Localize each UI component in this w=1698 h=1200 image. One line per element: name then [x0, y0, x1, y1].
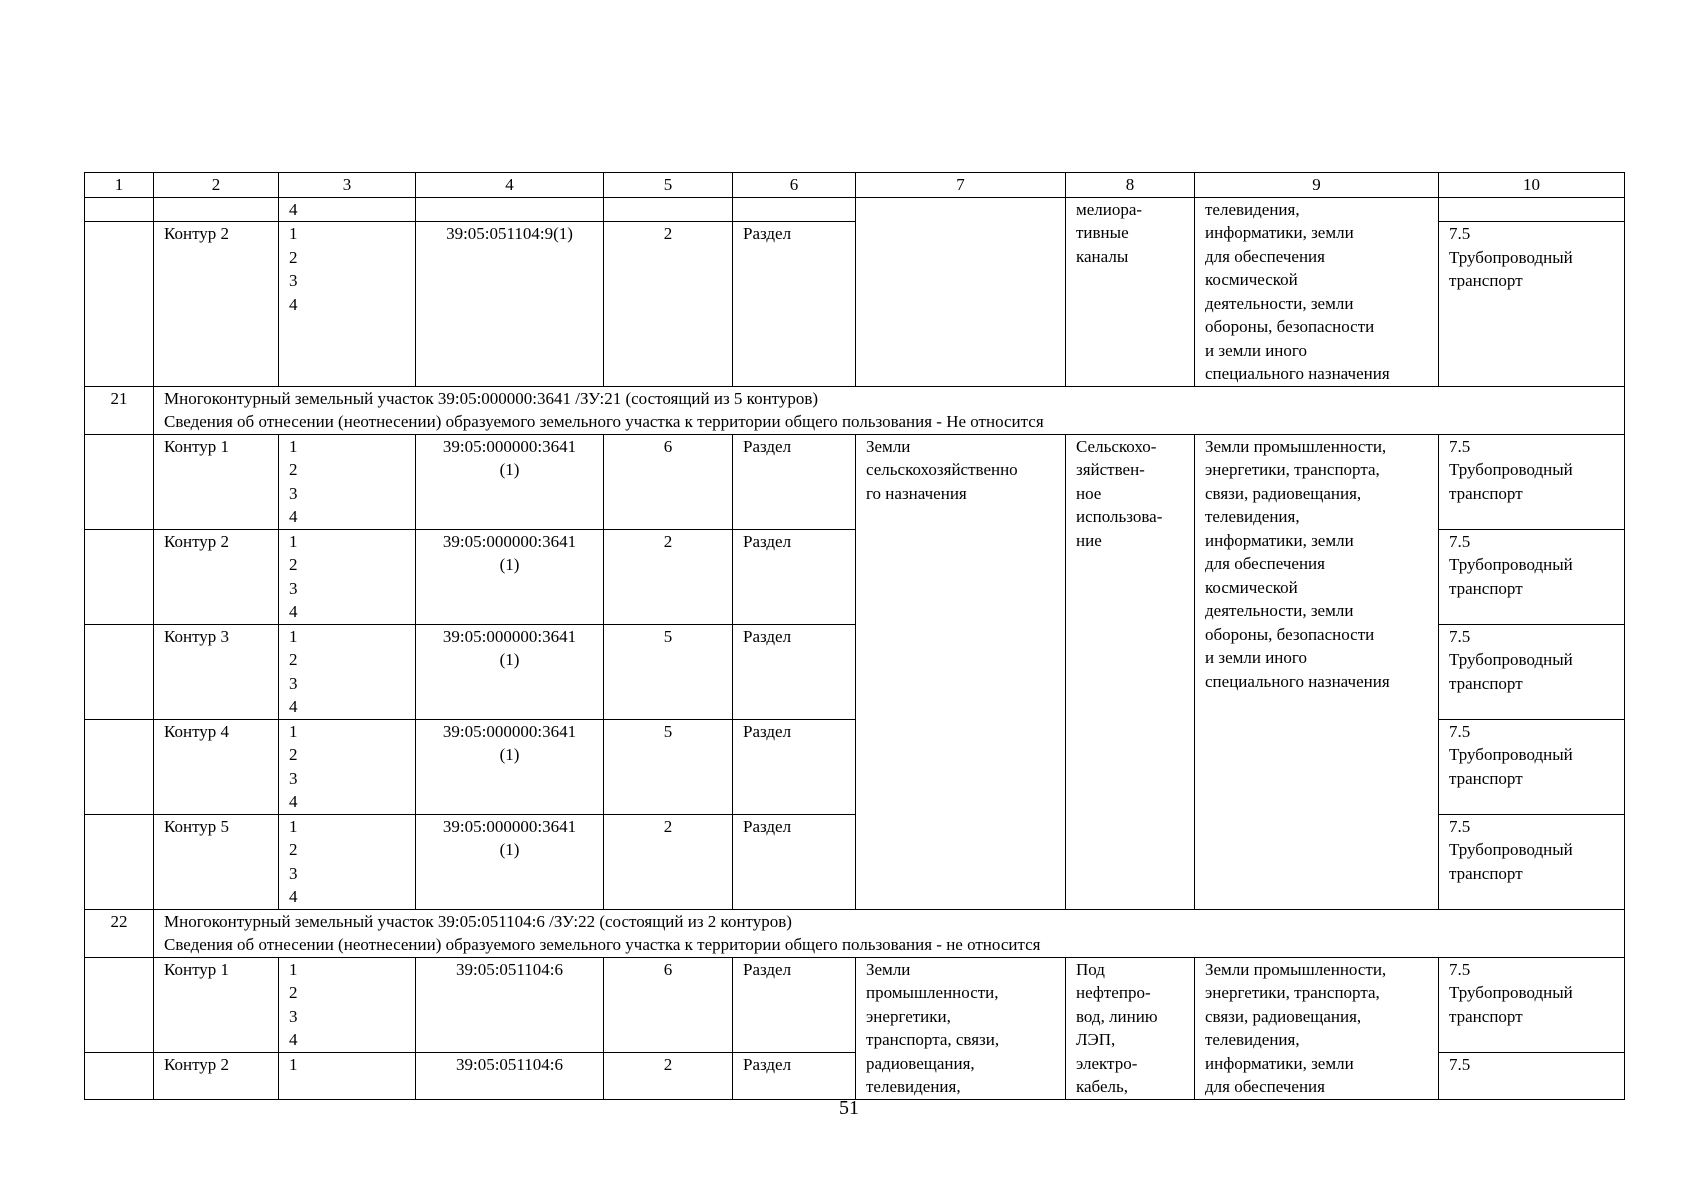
count-value: 2 — [604, 814, 733, 909]
permitted-use: 7.5 Трубопроводный транспорт — [1439, 719, 1625, 814]
permitted-use: 7.5 Трубопроводный транспорт — [1439, 222, 1625, 386]
count-value: 5 — [604, 624, 733, 719]
permitted-use: 7.5 Трубопроводный транспорт — [1439, 434, 1625, 529]
header-cell: 9 — [1195, 173, 1439, 198]
operation-type: Раздел — [733, 434, 856, 529]
section-title-text: Многоконтурный земельный участок 39:05:000000:3641 /ЗУ:21 (состоящий из 5 контуров) — [164, 388, 819, 408]
table-row — [85, 434, 1625, 529]
contour-name: Контур 2 — [154, 222, 279, 386]
cadastral-number: 39:05:051104:9(1) — [416, 222, 604, 386]
land-use-type: мелиора- тивные каналы — [1066, 197, 1195, 386]
cadastral-number: 39:05:000000:3641 (1) — [416, 719, 604, 814]
land-category: Земли сельскохозяйственно го назначения — [856, 434, 1066, 909]
section-note: Сведения об отнесении (неотнесении) образуемого земельного участка к территории общего пользования - Не относится — [164, 412, 1044, 431]
page-number: 51 — [839, 1097, 859, 1119]
table-row — [85, 957, 1625, 1052]
cadastral-number: 39:05:000000:3641 (1) — [416, 624, 604, 719]
header-row — [85, 173, 1625, 198]
point-numbers: 1 2 3 4 — [279, 529, 416, 624]
header-cell: 7 — [856, 173, 1066, 198]
contour-name: Контур 3 — [154, 624, 279, 719]
operation-type: Раздел — [733, 719, 856, 814]
cadastral-number: 39:05:051104:6 — [416, 1052, 604, 1099]
operation-type: Раздел — [733, 529, 856, 624]
count-value: 2 — [604, 529, 733, 624]
land-use-type: Сельскохо- зяйствен- ное использова- ние — [1066, 434, 1195, 909]
header-cell: 8 — [1066, 173, 1195, 198]
count-value: 2 — [604, 222, 733, 386]
count-value: 5 — [604, 719, 733, 814]
land-category-target: Земли промышленности, энергетики, транспорта, связи, радиовещания, телевидения, информатики, земли для обеспечения — [1195, 957, 1439, 1099]
header-cell: 10 — [1439, 173, 1625, 198]
section-header-row — [85, 909, 1625, 957]
point-numbers: 4 — [279, 197, 416, 222]
land-category: Земли промышленности, энергетики, транспорта, связи, радиовещания, телевидения, — [856, 957, 1066, 1099]
point-numbers: 1 2 3 4 — [279, 434, 416, 529]
point-numbers: 1 2 3 4 — [279, 814, 416, 909]
cadastral-number: 39:05:000000:3641 (1) — [416, 814, 604, 909]
section-title — [154, 386, 1625, 434]
header-cell: 5 — [604, 173, 733, 198]
header-cell: 4 — [416, 173, 604, 198]
section-header-row — [85, 386, 1625, 434]
operation-type: Раздел — [733, 222, 856, 386]
land-use-type: Под нефтепро- вод, линию ЛЭП, электро- кабель, — [1066, 957, 1195, 1099]
count-value: 6 — [604, 434, 733, 529]
header-cell: 2 — [154, 173, 279, 198]
header-cell: 3 — [279, 173, 416, 198]
count-value: 2 — [604, 1052, 733, 1099]
section-title-text: Многоконтурный земельный участок 39:05:051104:6 /ЗУ:22 (состоящий из 2 контуров) — [164, 911, 792, 931]
header-cell: 6 — [733, 173, 856, 198]
section-title — [154, 909, 1625, 957]
point-numbers: 1 — [279, 1052, 416, 1099]
cadastral-number: 39:05:000000:3641 (1) — [416, 434, 604, 529]
permitted-use: 7.5 — [1439, 1052, 1625, 1099]
table-row — [85, 197, 1625, 222]
permitted-use: 7.5 Трубопроводный транспорт — [1439, 529, 1625, 624]
contour-name: Контур 4 — [154, 719, 279, 814]
contour-name: Контур 1 — [154, 957, 279, 1052]
point-numbers: 1 2 3 4 — [279, 719, 416, 814]
section-number: 21 — [85, 386, 154, 434]
land-category: телевидения, информатики, земли для обеспечения космической деятельности, земли обороны, безопасности и земли иного специального назначения — [1195, 197, 1439, 386]
land-plots-table — [84, 172, 1625, 1100]
permitted-use: 7.5 Трубопроводный транспорт — [1439, 624, 1625, 719]
operation-type: Раздел — [733, 814, 856, 909]
operation-type: Раздел — [733, 957, 856, 1052]
contour-name: Контур 5 — [154, 814, 279, 909]
permitted-use: 7.5 Трубопроводный транспорт — [1439, 957, 1625, 1052]
contour-name: Контур 2 — [154, 529, 279, 624]
section-number: 22 — [85, 909, 154, 957]
permitted-use: 7.5 Трубопроводный транспорт — [1439, 814, 1625, 909]
point-numbers: 1 2 3 4 — [279, 222, 416, 386]
point-numbers: 1 2 3 4 — [279, 957, 416, 1052]
point-numbers: 1 2 3 4 — [279, 624, 416, 719]
section-note: Сведения об отнесении (неотнесении) образуемого земельного участка к территории общего пользования - не относится — [164, 935, 1041, 954]
land-category-target: Земли промышленности, энергетики, транспорта, связи, радиовещания, телевидения, информатики, земли для обеспечения космической деятельности, земли обороны, безопасности и земли иного специального назначения — [1195, 434, 1439, 909]
operation-type: Раздел — [733, 1052, 856, 1099]
contour-name: Контур 2 — [154, 1052, 279, 1099]
contour-name: Контур 1 — [154, 434, 279, 529]
operation-type: Раздел — [733, 624, 856, 719]
header-cell: 1 — [85, 173, 154, 198]
cadastral-number: 39:05:000000:3641 (1) — [416, 529, 604, 624]
cadastral-number: 39:05:051104:6 — [416, 957, 604, 1052]
count-value: 6 — [604, 957, 733, 1052]
